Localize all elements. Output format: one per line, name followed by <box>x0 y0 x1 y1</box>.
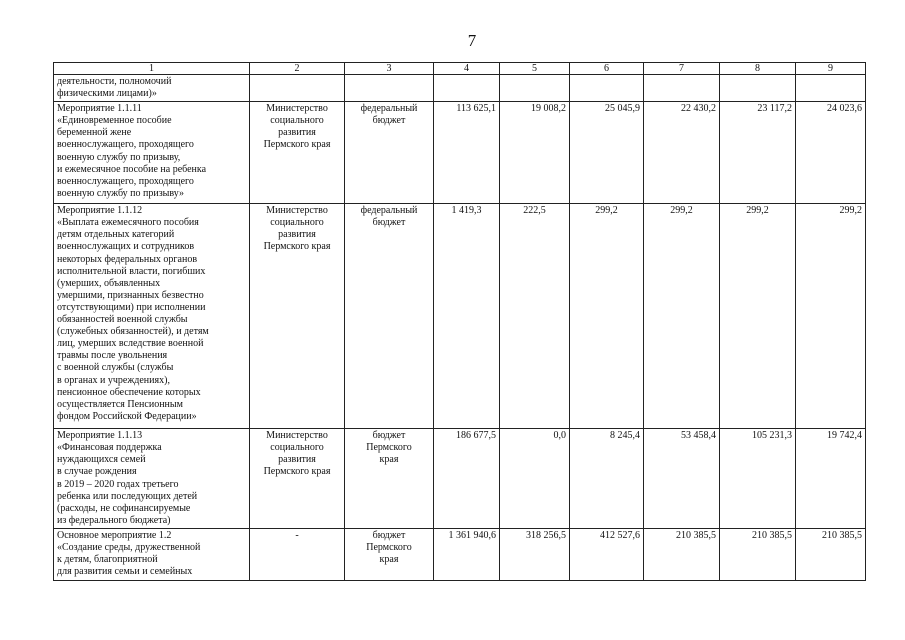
table-row <box>54 429 866 529</box>
value-cell: 113 625,1 <box>434 102 500 204</box>
activity-name: Мероприятие 1.1.11 «Единовременное пособие беременной жене военнослужащего, проходящего военную службу по призыву, и ежемесячное пособие на ребенка военнослужащего, проходящего военную службу по призыву» <box>54 102 250 204</box>
value-cell <box>500 75 570 102</box>
column-header: 4 <box>434 63 500 75</box>
value-cell <box>720 75 796 102</box>
value-cell: 24 023,6 <box>796 102 866 204</box>
executor-cell: Министерство социального развития Пермского края <box>250 102 345 204</box>
value-cell: 23 117,2 <box>720 102 796 204</box>
column-header: 3 <box>345 63 434 75</box>
value-cell <box>434 75 500 102</box>
table-row <box>54 75 866 102</box>
value-cell: 222,5 <box>500 204 570 429</box>
value-cell: 19 008,2 <box>500 102 570 204</box>
value-cell: 186 677,5 <box>434 429 500 529</box>
table-row <box>54 529 866 580</box>
budget-table <box>53 62 866 581</box>
value-cell: 299,2 <box>644 204 720 429</box>
value-cell: 1 419,3 <box>434 204 500 429</box>
activity-name: деятельности, полномочий физическими лицами)» <box>54 75 250 102</box>
value-cell: 210 385,5 <box>720 529 796 580</box>
value-cell: 105 231,3 <box>720 429 796 529</box>
column-number-row <box>54 63 866 75</box>
value-cell: 210 385,5 <box>796 529 866 580</box>
value-cell <box>570 75 644 102</box>
funding-source-cell: федеральный бюджет <box>345 204 434 429</box>
value-cell: 210 385,5 <box>644 529 720 580</box>
column-header: 6 <box>570 63 644 75</box>
column-header: 9 <box>796 63 866 75</box>
value-cell: 19 742,4 <box>796 429 866 529</box>
value-cell: 53 458,4 <box>644 429 720 529</box>
column-header: 7 <box>644 63 720 75</box>
value-cell <box>796 75 866 102</box>
value-cell: 318 256,5 <box>500 529 570 580</box>
value-cell: 299,2 <box>570 204 644 429</box>
funding-source-cell <box>345 75 434 102</box>
column-header: 2 <box>250 63 345 75</box>
value-cell: 8 245,4 <box>570 429 644 529</box>
column-header: 8 <box>720 63 796 75</box>
funding-source-cell: бюджет Пермского края <box>345 529 434 580</box>
executor-cell: Министерство социального развития Пермского края <box>250 429 345 529</box>
activity-name: Мероприятие 1.1.13 «Финансовая поддержка нуждающихся семей в случае рождения в 2019 – 2020 годах третьего ребенка или последующих детей (расходы, не софинансируемые из федерального бюджета) <box>54 429 250 529</box>
activity-name: Основное мероприятие 1.2 «Создание среды, дружественной к детям, благоприятной для развития семьи и семейных <box>54 529 250 580</box>
value-cell: 1 361 940,6 <box>434 529 500 580</box>
page-number: 7 <box>467 31 477 50</box>
value-cell: 299,2 <box>796 204 866 429</box>
value-cell: 0,0 <box>500 429 570 529</box>
column-header: 1 <box>54 63 250 75</box>
table-row <box>54 102 866 204</box>
executor-cell: - <box>250 529 345 580</box>
value-cell: 299,2 <box>720 204 796 429</box>
executor-cell: Министерство социального развития Пермского края <box>250 204 345 429</box>
value-cell: 25 045,9 <box>570 102 644 204</box>
value-cell: 22 430,2 <box>644 102 720 204</box>
activity-name: Мероприятие 1.1.12 «Выплата ежемесячного пособия детям отдельных категорий военнослужащих и сотрудников некоторых федеральных органов исполнительной власти, погибших (умерших, объявленных умершими, признанных безвестно отсутствующими) при исполнении обязанностей военной службы (служебных обязанностей), и детям лиц, умерших вследствие военной травмы после увольнения с военной службы (службы в органах и учреждениях), пенсионное обеспечение которых осуществляется Пенсионным фондом Российской Федерации» <box>54 204 250 429</box>
funding-source-cell: федеральный бюджет <box>345 102 434 204</box>
value-cell: 412 527,6 <box>570 529 644 580</box>
column-header: 5 <box>500 63 570 75</box>
executor-cell <box>250 75 345 102</box>
funding-source-cell: бюджет Пермского края <box>345 429 434 529</box>
value-cell <box>644 75 720 102</box>
table-row <box>54 204 866 429</box>
